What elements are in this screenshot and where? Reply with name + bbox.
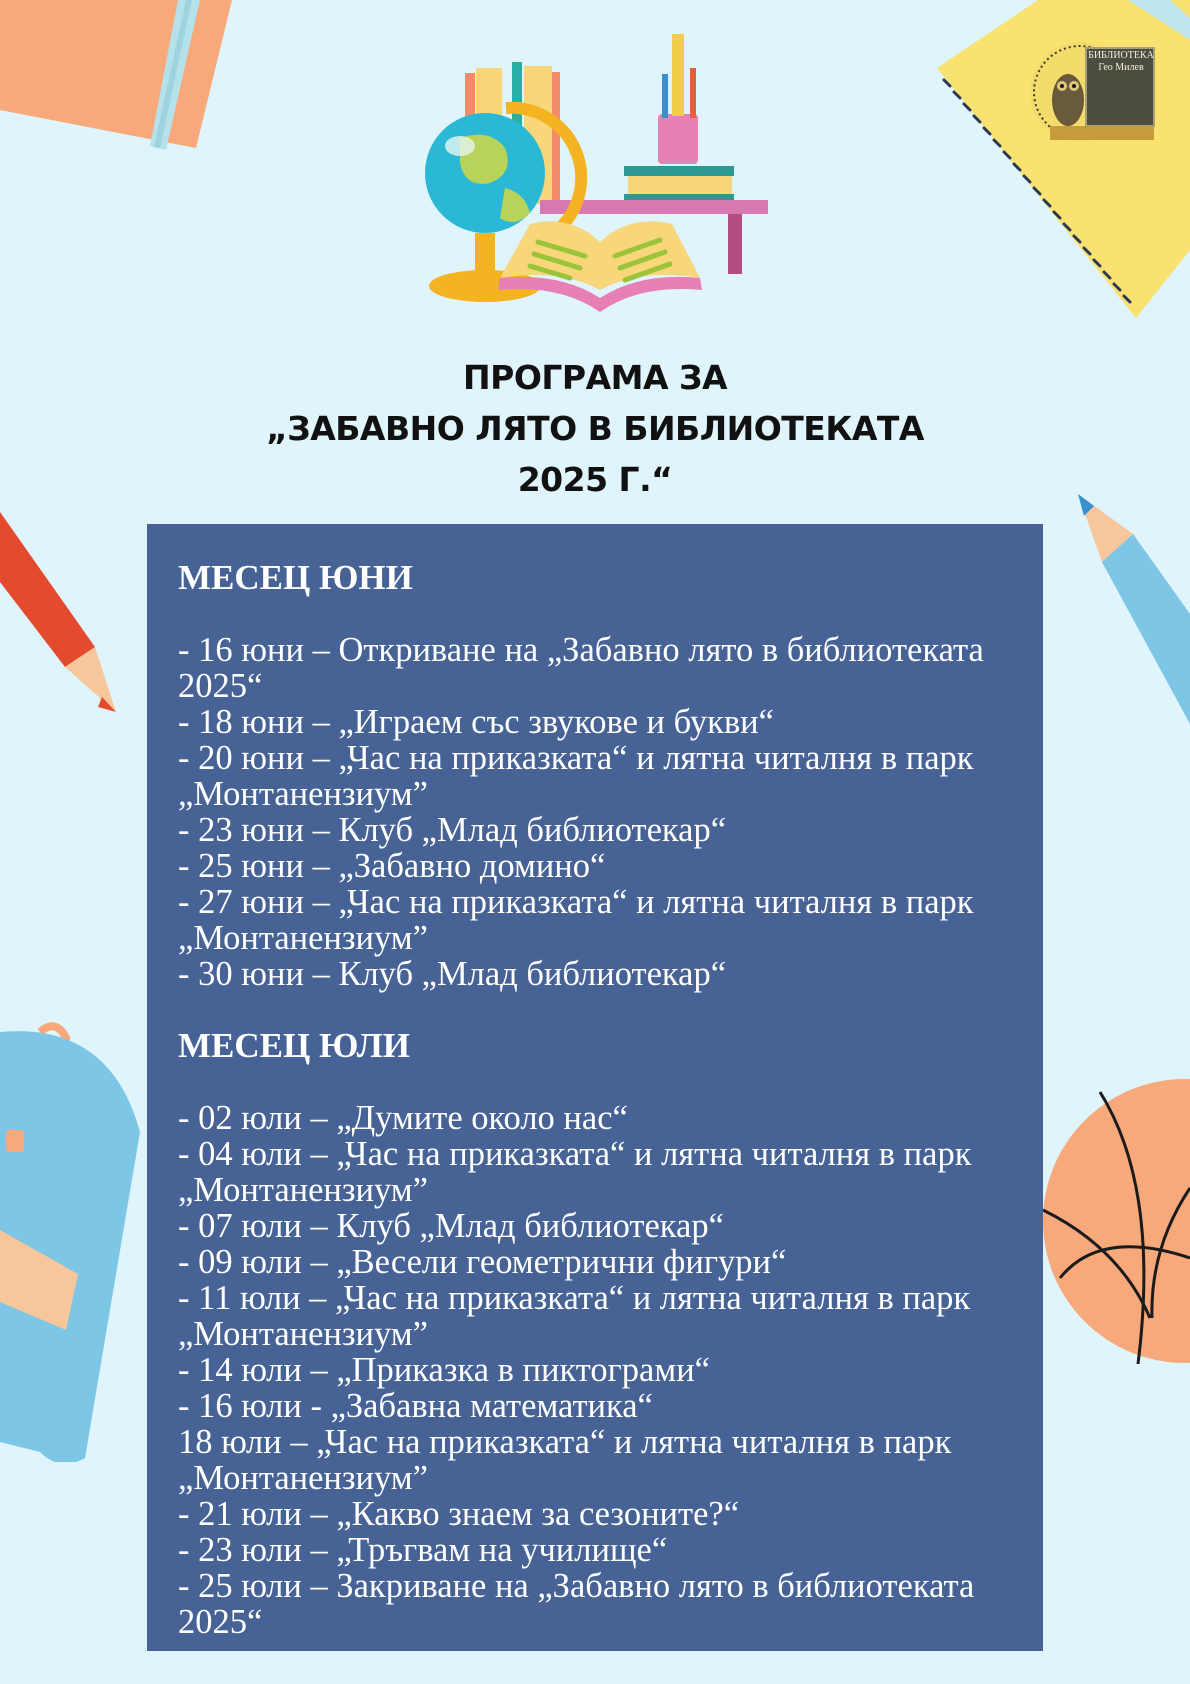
event-item: 18 юли – „Час на приказката“ и лятна читалня в парк „Монтанензиум”	[178, 1423, 952, 1497]
logo-text: БИБЛИОТЕКА Гео Милев	[1088, 50, 1154, 73]
event-item: - 14 юли – „Приказка в пиктограми“	[178, 1351, 710, 1389]
event-item: - 04 юли – „Час на приказката“ и лятна читалня в парк „Монтанензиум”	[178, 1135, 972, 1209]
event-item: - 20 юни – „Час на приказката“ и лятна читалня в парк „Монтанензиум”	[178, 739, 974, 813]
june-section	[178, 560, 1023, 992]
title-line-3: 2025 Г.“	[517, 460, 673, 499]
event-item: - 23 юли – „Тръгвам на училище“	[178, 1531, 668, 1569]
event-item: - 23 юни – Клуб „Млад библиотекар“	[178, 811, 727, 849]
notebook-illustration	[0, 0, 240, 160]
event-item: - 02 юли – „Думите около нас“	[178, 1099, 628, 1137]
red-pencil-illustration	[0, 512, 120, 717]
event-item: - 25 юни – „Забавно домино“	[178, 847, 606, 885]
school-supplies-illustration	[420, 28, 780, 328]
event-item: - 25 юли – Закриване на „Забавно лято в библиотеката 2025“	[178, 1567, 975, 1641]
july-section	[178, 1028, 1023, 1640]
event-item: - 11 юли – „Час на приказката“ и лятна читалня в парк „Монтанензиум”	[178, 1279, 971, 1353]
title-line-2: „ЗАБАВНО ЛЯТО В БИБЛИОТЕКАТА	[266, 409, 924, 448]
program-panel	[147, 524, 1043, 1651]
title-line-1: ПРОГРАМА ЗА	[463, 358, 727, 397]
event-item: - 30 юни – Клуб „Млад библиотекар“	[178, 955, 727, 993]
page-title	[0, 352, 1190, 505]
library-logo	[1028, 36, 1158, 154]
blue-pencil-illustration	[1078, 494, 1190, 724]
event-item: - 27 юни – „Час на приказката“ и лятна читалня в парк „Монтанензиум”	[178, 883, 974, 957]
event-item: - 18 юни – „Играем със звукове и букви“	[178, 703, 774, 741]
backpack-illustration	[0, 1012, 150, 1462]
event-item: - 16 юли - „Забавна математика“	[178, 1387, 653, 1425]
june-heading: МЕСЕЦ ЮНИ	[178, 558, 413, 597]
basketball-illustration	[1040, 1078, 1190, 1364]
event-item: - 21 юли – „Какво знаем за сезоните?“	[178, 1495, 740, 1533]
july-heading: МЕСЕЦ ЮЛИ	[178, 1026, 410, 1065]
event-item: - 16 юни – Откриване на „Забавно лято в библиотеката 2025“	[178, 631, 984, 705]
event-item: - 09 юли – „Весели геометрични фигури“	[178, 1243, 787, 1281]
event-item: - 07 юли – Клуб „Млад библиотекар“	[178, 1207, 724, 1245]
